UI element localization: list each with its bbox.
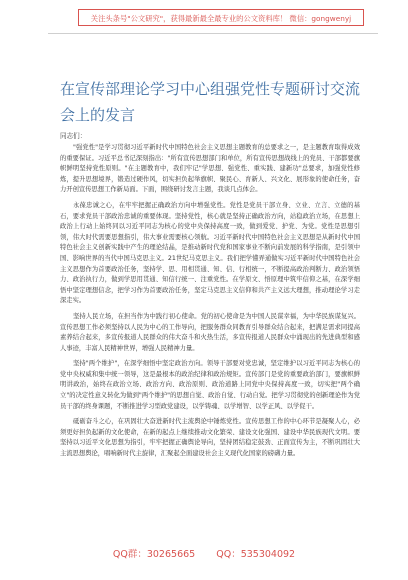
- document-body: [60, 143, 360, 521]
- paragraph: 坚持人民立场，在担当作为中践行初心使命。党的初心使命是为中国人民谋幸福，为中华民族谋复兴。宣传思想工作必须坚持以人民为中心的工作导向，把服务群众同教育引导群众结合起来，把满足需求同提高素养结合起来，多宣传报道人民群众的伟大奋斗和火热生活，多宣传报道人民群众中涌现出的先进典型和感人事迹，丰富人民精神世界，增强人民精神力量。: [60, 312, 360, 352]
- paragraph: 砥砺奋斗之心，在巩固壮大奋进新时代主流舆论中锤炼党性。宣传思想工作的中心环节是凝聚人心，必须更好担负起新的文化使命，在新的起点上继续推动文化繁荣、建设文化强国、建设中华民族现代文明。要坚持以习近平文化思想为指引，牢牢把握正确舆论导向，坚持团结稳定鼓劲、正面宣传为主，不断巩固壮大主流思想舆论，唱响新时代主旋律，汇聚起全面建设社会主义现代化国家的磅礴力量。: [60, 418, 360, 458]
- footer-qq-group: QQ群：30265665: [112, 549, 196, 560]
- footer-qq: QQ：535304092: [216, 549, 296, 560]
- paragraph: 永葆忠诚之心，在牢牢把握正确政治方向中增强党性。党性是党员干部立身、立业、立言、立德的基石，要求党员干部政治忠诚的重要体现。坚持党性，核心就是坚持正确政治方向，站稳政治立场，在思想上政治上行动上始终同以习近平同志为核心的党中央保持高度一致，做到爱党、护党、为党。党性是思想引领，伟大时代需要思想指引，伟大事业需要核心领航。习近平新时代中国特色社会主义思想是从新时代中国特色社会主义创新实践中产生的理论结晶，是推动新时代党和国家事业不断向前发展的科学指南，是引领中国、影响世界的当代中国马克思主义。21世纪马克思主义。我们把学懂弄通做实习近平新时代中国特色社会主义思想作为首要政治任务，坚持学、思、用相贯通、知、信、行相统一，不断提高政治判断力、政治领悟力、政治执行力，做到学思用贯通、知信行统一、注重党性。在学原文、悟原理中筑牢信仰之基，在深学细悟中坚定理想信念，把学习作为首要政治任务，坚定马克思主义信仰和共产主义远大理想，推动理论学习走深走实。: [60, 201, 360, 305]
- paragraph: "强党性"是学习贯彻习近平新时代中国特色社会主义思想主题教育的总要求之一，是主题教育取得成效的重要保证。习近平总书记深刻指出："所有宣传思想部门和单位，所有宣传思想战线上的党员、干部都要旗帜鲜明坚持党性原则。"在主题教育中，我们牢记"学思想、强党性、重实践、建新功"总要求，加强党性修炼，提升思想境界，锻造过硬作风，切实担负起举旗帜、聚民心、育新人、兴文化、展形象的使命任务，奋力开创宣传思想工作新局面。下面，围绕研讨发言主题，我谈几点体会。: [60, 144, 360, 194]
- greeting: 同志们：: [60, 132, 87, 140]
- footer-contact: [0, 546, 408, 560]
- header-divider: [48, 33, 378, 34]
- promo-banner: 关注头条号"公文研究"，获得最新最全最专业的公文资料库！ 微信：gongwenyj: [78, 9, 364, 26]
- paragraph: 坚持"两个维护"，在深学细悟中坚定政治方向。领导干部要对党忠诚，坚定维护以习近平同志为核心的党中央权威和集中统一领导，这是最根本的政治纪律和政治规矩。宣传部门是党的重要政治部门，要旗帜鲜明讲政治，始终在政治立场、政治方向、政治原则、政治道路上同党中央保持高度一致，切实把"两个确立"的决定性意义转化为做到"两个维护"的思想自觉、政治自觉、行动自觉。把学习贯彻党的创新理论作为党员干部的终身课题，不断推进学习型政党建设，以学铸魂、以学增智、以学正风、以学促干。: [60, 360, 360, 410]
- document-title: 在宣传部理论学习中心组强党性专题研讨交流会上的发言: [60, 80, 361, 125]
